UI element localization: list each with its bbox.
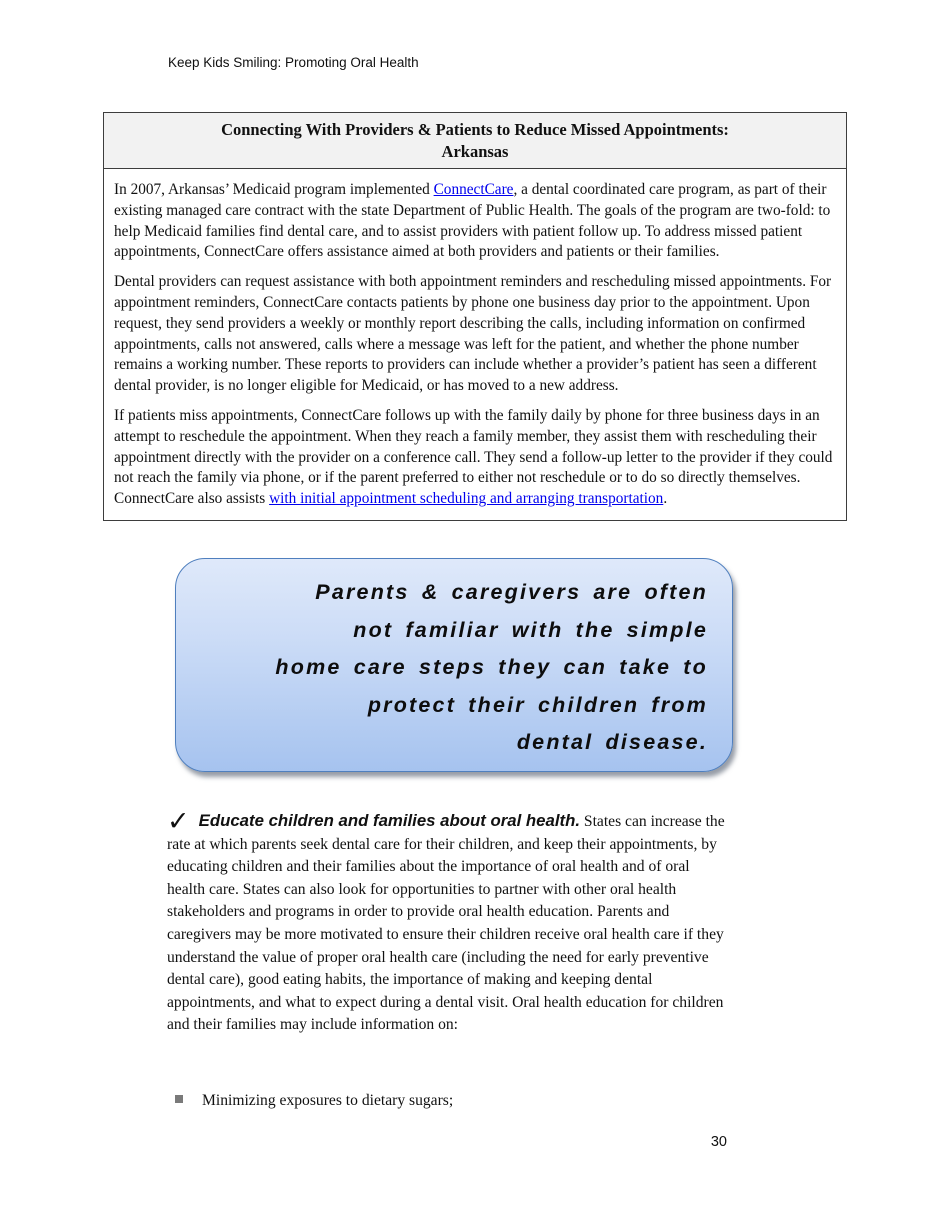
case-study-title-line1: Connecting With Providers & Patients to Reduce Missed Appointments:	[221, 120, 729, 139]
paragraph-3-text-pre: If patients miss appointments, ConnectCare follows up with the family daily by phone for three business days in an attempt to reschedule the appointment. When they reach a family member, they assist them with rescheduling their appointment directly with the provider on a conference call. They send a follow-up letter to the provider if they could not reach the family via phone, or if the parent preferred to either not reschedule or to do so directly themselves. ConnectCare also assists	[114, 406, 833, 508]
running-header: Keep Kids Smiling: Promoting Oral Health	[168, 55, 419, 70]
callout-line: not familiar with the simple	[353, 617, 708, 642]
page-number: 30	[710, 1134, 727, 1150]
paragraph-1-text-pre: In 2007, Arkansas’ Medicaid program implemented	[114, 181, 434, 198]
callout-line: home care steps they can take to	[275, 655, 708, 679]
case-study-title-line2: Arkansas	[441, 142, 509, 161]
square-bullet-icon	[175, 1095, 183, 1103]
case-study-paragraph-2	[114, 272, 837, 397]
educate-lead-text: Educate children and families about oral health.	[198, 811, 581, 830]
educate-body-text: States can increase the rate at which parents seek dental care for their children, and keep their appointments, by educating children and their families about the importance of oral health and of oral health care. States can also look for opportunities to partner with other oral health stakeholders and programs in order to provide oral health education. Parents and caregivers may be more motivated to ensure their children receive oral health care if they understand the value of proper oral health care (including the need for early preventive dental care), good eating habits, the importance of making and keeping dental appointments, and what to expect during a dental visit. Oral health education for children and their families may include information on:	[167, 813, 725, 1034]
paragraph-1-text-post: , a dental coordinated care program, as part of their existing managed care contract with the state Department of Public Health. The goals of the program are two-fold: to help Medicaid families find dental care, and to assist providers with patient follow up. To address missed patient appointments, ConnectCare offers assistance aimed at both providers and patients or their families.	[114, 181, 831, 261]
bullet-item-text: Minimizing exposures to dietary sugars;	[202, 1092, 454, 1109]
case-study-box	[103, 112, 847, 521]
callout-line: Parents & caregivers are often	[315, 580, 708, 604]
paragraph-2-text: Dental providers can request assistance with both appointment reminders and rescheduling missed appointments. For appointment reminders, ConnectCare contacts patients by phone one business day prior to the appointment. Upon request, they send providers a weekly or monthly report describing the calls, including information on confirmed appointments, calls not answered, calls where a message was left for the patient, and whether the phone number remains a working number. These reports to providers can include whether a provider’s patient has seen a different dental provider, is no longer eligible for Medicaid, or has moved to a new address.	[114, 273, 832, 395]
connectcare-link[interactable]: ConnectCare	[433, 181, 514, 198]
checkmark-icon: ✓	[167, 806, 190, 837]
case-study-paragraph-3	[114, 406, 837, 510]
educate-paragraph	[167, 806, 729, 1037]
callout-box	[175, 558, 733, 772]
bullet-item	[175, 1090, 453, 1112]
callout-line: protect their children from	[367, 692, 708, 717]
case-study-body	[104, 169, 846, 520]
case-study-paragraph-1	[114, 180, 837, 263]
paragraph-3-text-post: .	[663, 490, 668, 508]
appointment-scheduling-link[interactable]: with initial appointment scheduling and arranging transportation	[269, 490, 664, 508]
case-study-title	[104, 113, 846, 169]
callout-line: dental disease.	[516, 730, 708, 754]
